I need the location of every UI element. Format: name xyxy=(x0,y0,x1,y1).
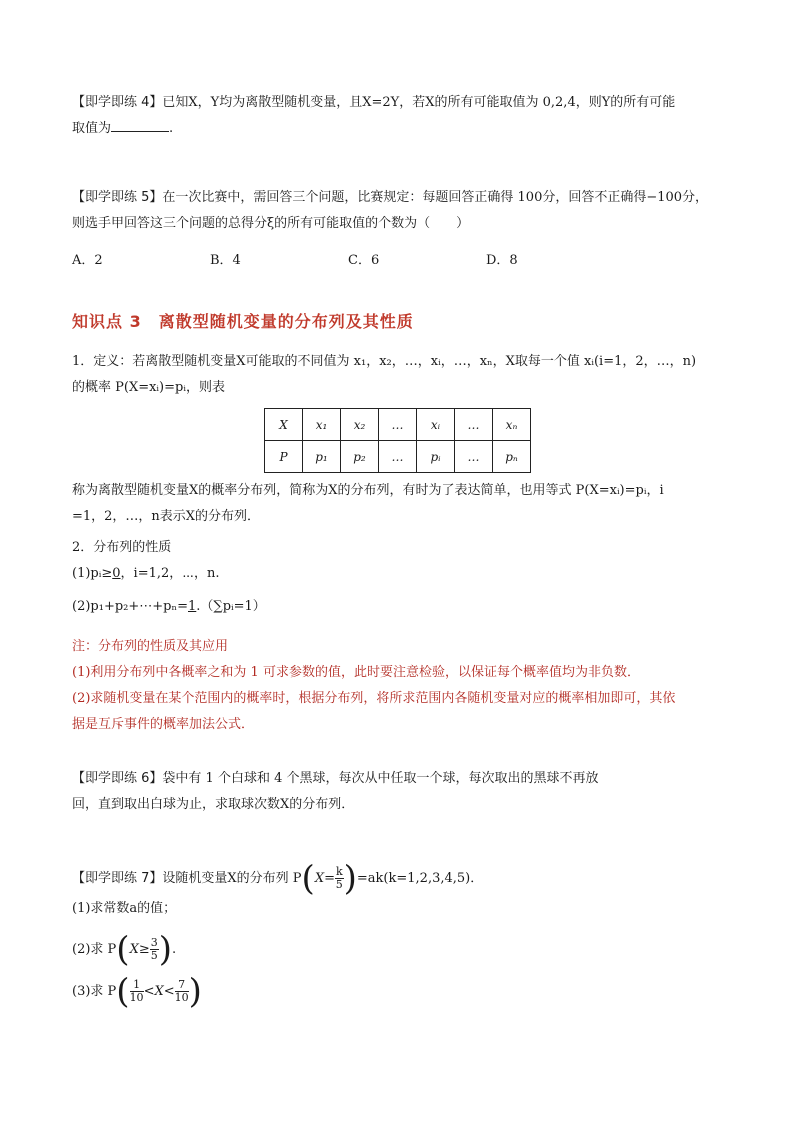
table-cell: … xyxy=(455,441,493,473)
property-2: (2)p₁+p₂+⋯+pₙ=1.（∑pᵢ=1） xyxy=(72,599,266,614)
exercise-6-tag: 【即学即练 6】 xyxy=(72,771,163,786)
exercise-7-q1: (1)求常数a的值； xyxy=(72,901,177,916)
exercise-5-line1: 在一次比赛中，需回答三个问题，比赛规定：每题回答正确得 100分，回答不正确得−100分， xyxy=(162,190,709,205)
exercise-4-line2: 取值为 xyxy=(72,121,112,136)
definition-line1: 1．定义：若离散型随机变量X可能取的不同值为 x₁，x₂，…，xᵢ，…，xₙ，X取每一个值 xᵢ(i=1，2，…，n) xyxy=(72,354,697,369)
exercise-7-q2: (2)求 P(X≥ $\frac{3}{5}$). xyxy=(72,929,177,970)
table-cell: … xyxy=(455,409,493,441)
section-heading: 知识点 3 离散型随机变量的分布列及其性质 xyxy=(72,312,414,331)
note-title: 注：分布列的性质及其应用 xyxy=(72,639,229,654)
note xyxy=(72,634,722,738)
properties: 2．分布列的性质 (1)pᵢ≥0，i=1,2，⋯，n. xyxy=(72,540,220,581)
fraction: $\frac{1}{10}$ xyxy=(129,978,144,1004)
option-d: D．8 xyxy=(486,253,518,268)
exercise-4-tag: 【即学即练 4】 xyxy=(72,95,163,110)
exercise-5-tag: 【即学即练 5】 xyxy=(72,190,163,205)
table-row xyxy=(265,441,531,473)
table-cell: p₂ xyxy=(341,441,379,473)
answer-blank xyxy=(111,117,169,132)
exercise-6 xyxy=(72,766,722,818)
table-cell: xᵢ xyxy=(417,409,455,441)
exercise-7-q3: (3)求 P( $\frac{1}{10}<X<$ $\frac{7}{10}$) xyxy=(72,971,202,1012)
exercise-7-tag: 【即学即练 7】 xyxy=(72,871,163,886)
exercise-7: 【即学即练 7】设随机变量X的分布列 P(X= $\frac{k}{5})=ak(k=1,2,3,4,5)$． xyxy=(72,858,484,899)
option-c: C．6 xyxy=(348,253,380,268)
definition-continued xyxy=(72,478,722,530)
definition-line2: 的概率 P(X=xᵢ)=pᵢ，则表 xyxy=(72,380,225,395)
note-line3: 据是互斥事件的概率加法公式． xyxy=(72,717,255,732)
fraction: $\frac{7}{10}$ xyxy=(174,978,189,1004)
definition-line4: =1，2，…，n表示X的分布列． xyxy=(72,509,261,524)
table-cell: x₂ xyxy=(341,409,379,441)
exercise-5-line2: 则选手甲回答这三个问题的总得分ξ的所有可能取值的个数为（ ） xyxy=(72,216,470,231)
table-cell: P xyxy=(265,441,303,473)
table-cell: p₁ xyxy=(303,441,341,473)
table-cell: xₙ xyxy=(493,409,531,441)
exercise-6-line1: 袋中有 1 个白球和 4 个黑球，每次从中任取一个球，每次取出的黑球不再放 xyxy=(162,771,599,786)
distribution-table xyxy=(264,408,531,473)
table-cell: pᵢ xyxy=(417,441,455,473)
properties-title: 2．分布列的性质 xyxy=(72,540,172,555)
exercise-4-line1: 已知X，Y均为离散型随机变量，且X=2Y，若X的所有可能取值为 0,2,4，则Y的所有可能 xyxy=(162,95,676,110)
exercise-5 xyxy=(72,185,722,237)
note-line2: (2)求随机变量在某个范围内的概率时，根据分布列，将所求范围内各随机变量对应的概率相加即可，其依 xyxy=(72,691,676,706)
table-row xyxy=(265,409,531,441)
exercise-6-line2: 回，直到取出白球为止，求取球次数X的分布列． xyxy=(72,797,355,812)
table-cell: pₙ xyxy=(493,441,531,473)
fraction: $\frac{k}{5}$ xyxy=(335,865,343,891)
definition xyxy=(72,349,722,401)
note-line1: (1)利用分布列中各概率之和为 1 可求参数的值，此时要注意检验，以保证每个概率值均为非负数． xyxy=(72,665,640,680)
table-cell: … xyxy=(379,441,417,473)
definition-line3: 称为离散型随机变量X的概率分布列，简称为X的分布列，有时为了表达简单，也用等式 P(X=xᵢ)=pᵢ，i xyxy=(72,483,664,498)
option-a: A．2 xyxy=(72,253,103,268)
table-cell: … xyxy=(379,409,417,441)
fraction: $\frac{3}{5}$ xyxy=(150,936,158,962)
exercise-5-options xyxy=(72,248,722,274)
table-cell: X xyxy=(265,409,303,441)
exercise-4: 【即学即练 4】已知X，Y均为离散型随机变量，且X=2Y，若X的所有可能取值为 0,2,4，则Y的所有可能 取值为 . xyxy=(72,95,676,136)
table-cell: x₁ xyxy=(303,409,341,441)
option-b: B．4 xyxy=(210,253,241,268)
